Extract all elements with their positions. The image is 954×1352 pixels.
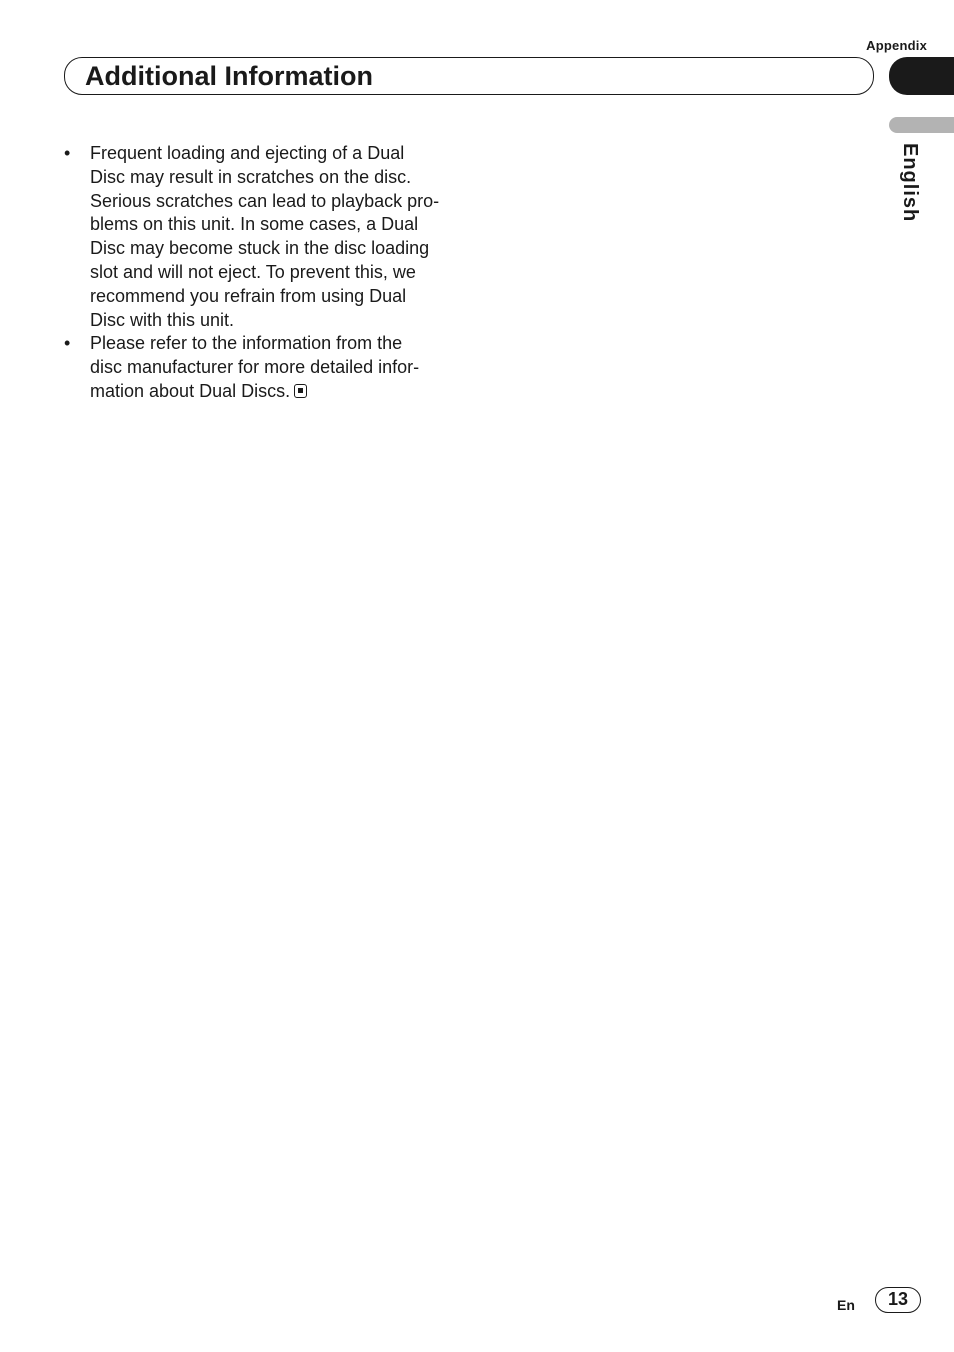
text-line: Frequent loading and ejecting of a Dual xyxy=(90,143,405,163)
section-title-bar xyxy=(64,57,874,95)
appendix-label: Appendix xyxy=(866,38,927,53)
language-tab-label: English xyxy=(899,143,921,223)
text-line-content: mation about Dual Discs. xyxy=(90,380,291,401)
bullet-icon: • xyxy=(64,143,71,163)
text-line xyxy=(90,380,464,404)
bullet-icon: • xyxy=(64,333,71,354)
section-tab xyxy=(889,57,954,95)
text-line: Disc may result in scratches on the disc. xyxy=(90,166,412,187)
language-tab-marker xyxy=(889,117,954,133)
list-item xyxy=(64,332,464,403)
text-line: blems on this unit. In some cases, a Dual xyxy=(90,214,419,235)
text-line: Disc may become stuck in the disc loading xyxy=(90,238,430,259)
body-content xyxy=(64,142,464,404)
page-number: 13 xyxy=(875,1287,921,1313)
text-line: disc manufacturer for more detailed infor- xyxy=(90,357,420,378)
text-line: Disc with this unit. xyxy=(90,309,235,330)
page-title: Additional Information xyxy=(85,61,373,91)
text-line: Please refer to the information from the xyxy=(90,333,403,354)
list-item xyxy=(64,142,464,332)
text-line: recommend you refrain from using Dual xyxy=(90,285,407,306)
text-line: Serious scratches can lead to playback pro- xyxy=(90,190,440,211)
end-of-section-icon xyxy=(294,384,307,398)
footer-language-code: En xyxy=(837,1297,855,1313)
text-line: slot and will not eject. To prevent this, we xyxy=(90,261,416,282)
